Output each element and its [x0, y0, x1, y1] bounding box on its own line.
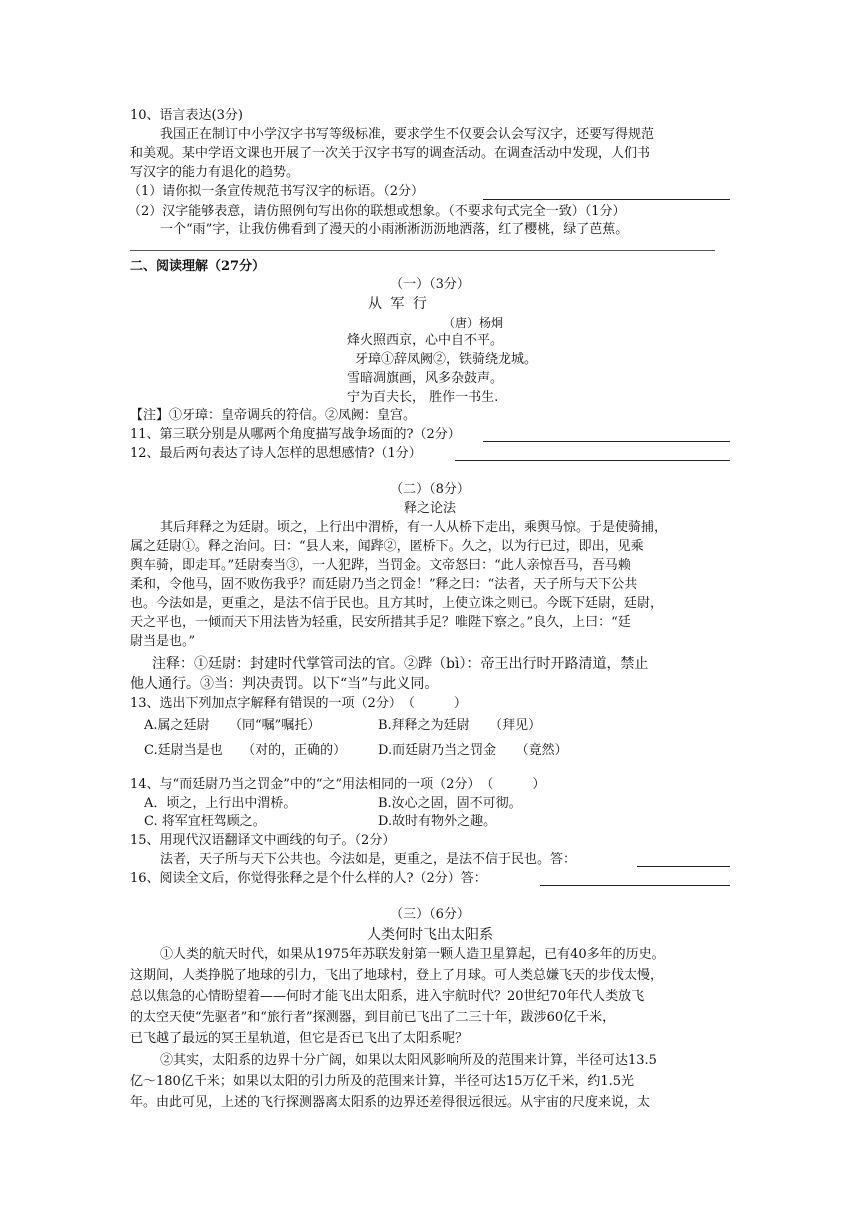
- passage-title: 释之论法: [403, 501, 456, 516]
- article-line: 这期间，人类挣脱了地球的引力，飞出了地球村，登上了月球。可人类总嫌飞天的步伐太慢，: [130, 968, 664, 983]
- q10-paragraph-line: 和美观。某中学语文课也开展了一次关于汉字书写的调查活动。在调查活动中发现，人们书: [130, 146, 651, 161]
- q14-option-c: C. 将军宜枉驾顾之。: [144, 814, 266, 829]
- poem-line: 雪暗凋旗画，风多杂鼓声。: [347, 371, 504, 386]
- q14-option-a: A．顷之，上行出中渭桥。: [144, 796, 297, 811]
- section-title: 二、阅读理解（27分）: [130, 259, 266, 274]
- article-line: 的太空天使“先驱者”和“旅行者”探测器，到目前已飞出了二三十年，跋涉60亿千米，: [130, 1010, 616, 1025]
- article-title: 人类何时飞出太阳系: [367, 927, 493, 943]
- q12: 12、最后两句表达了诗人怎样的思想感情?（1分）: [130, 446, 422, 461]
- q14: 14、与“而廷尉乃当之罚金”中的“之”用法相同的一项（2分） （ ）: [130, 777, 546, 792]
- poem-line: 宁为百夫长， 胜作一书生.: [347, 390, 499, 405]
- q14-option-d: D.故时有物外之趣。: [378, 814, 497, 829]
- passage-line: 其后拜释之为廷尉。顷之，上行出中渭桥，有一人从桥下走出，乘舆马惊。于是使骑捕，: [160, 520, 668, 535]
- q10-example: 一个“雨”字，让我仿佛看到了漫天的小雨淅淅沥沥地洒落，红了樱桃，绿了芭蕉。: [160, 222, 629, 237]
- passage-line: 天之平也，一倾而天下用法皆为轻重，民安所措其手足？唯陛下察之。”良久，上曰：“廷: [130, 615, 631, 630]
- q14-option-b: B.汝心之固，固不可彻。: [378, 796, 522, 811]
- q13: 13、选出下列加点字解释有错误的一项（2分） （ ）: [130, 696, 467, 711]
- passage-line: 尉当是也。”: [130, 634, 196, 649]
- passage-line: 属之廷尉①。释之治问。曰：“县人来，闻跸②，匿桥下。久之，以为行已过，即出，见乘: [130, 539, 644, 554]
- q10-sub1-answer-line[interactable]: [483, 199, 730, 200]
- passage-line: 舆车骑，即走耳。”廷尉奏当③，一人犯跸，当罚金。文帝怒曰：“此人亲惊吾马，吾马赖: [130, 558, 631, 573]
- article-line: 亿～180亿千米；如果以太阳的引力所及的范围来计算，半径可达15万亿千米，约1.5光: [130, 1074, 635, 1089]
- part2-heading: （二）（8分）: [390, 482, 470, 497]
- q10-title: 10、语言表达(3分): [130, 108, 243, 123]
- q13-option-c: C.廷尉当是也 （对的，正确的）: [144, 743, 347, 758]
- passage-notes: 注释：①廷尉：封建时代掌管司法的官。②跸（bì）：帝王出行时开路清道，禁止: [152, 656, 649, 672]
- passage-line: 柔和，令他马，固不败伤我乎？而廷尉乃当之罚金！”释之曰：“法者，天子所与天下公共: [130, 577, 638, 592]
- part3-heading: （三）（6分）: [390, 907, 470, 922]
- q15: 15、用现代汉语翻译文中画线的句子。（2分）: [130, 833, 396, 848]
- q13-option-d: D.而廷尉乃当之罚金 （竟然）: [378, 743, 568, 758]
- q11-answer-line[interactable]: [483, 441, 730, 442]
- q16: 16、阅读全文后，你觉得张释之是个什么样的人?（2分）答：: [130, 871, 487, 886]
- poem-author: （唐）杨炯: [443, 316, 504, 330]
- passage-notes: 他人通行。③当：判决责罚。以下“当”与此义同。: [130, 676, 439, 692]
- poem-title: 从 军 行: [368, 296, 429, 312]
- part1-heading: （一）（3分）: [390, 277, 470, 292]
- q10-paragraph-line: 我国正在制订中小学汉字书写等级标准，要求学生不仅要会认会写汉字，还要写得规范: [160, 127, 655, 142]
- poem-line: 烽火照西京，心中自不平。: [347, 333, 504, 348]
- q10-sub2: （2）汉字能够表意，请仿照例句写出你的联想或想象。（不要求句式完全一致）（1分）: [128, 204, 626, 219]
- article-line: 总以焦急的心情盼望着——何时才能飞出太阳系，进入宇航时代？20世纪70年代人类放飞: [130, 989, 645, 1004]
- passage-line: 也。今法如是，更重之，是法不信于民也。且方其时，上使立诛之则已。今既下廷尉，廷尉，: [130, 596, 664, 611]
- q13-option-a: A.属之廷尉 （同“嘱”嘱托）: [144, 718, 321, 733]
- article-line: 已飞越了最远的冥王星轨道，但它是否已飞出了太阳系呢？: [130, 1031, 469, 1046]
- q15-sentence: 法者，天子所与天下公共也。今法如是，更重之，是法不信于民也。答：: [160, 852, 577, 867]
- q13-option-b: B.拜释之为廷尉 （拜见）: [378, 718, 542, 733]
- article-line: 年。由此可见，上述的飞行探测器离太阳系的边界还差得很远很远。从宇宙的尺度来说，太: [130, 1095, 651, 1110]
- article-line: ①人类的航天时代，如果从1975年苏联发射第一颗人造卫星算起，已有40多年的历史。: [160, 947, 665, 962]
- q10-paragraph-line: 写汉字的能力有退化的趋势。: [130, 165, 300, 180]
- article-line: ②其实，太阳系的边界十分广阔，如果以太阳风影响所及的范围来计算，半径可达13.5: [160, 1053, 657, 1068]
- q11: 11、第三联分别是从哪两个角度描写战争场面的?（2分）: [130, 427, 461, 442]
- q12-answer-line[interactable]: [455, 460, 730, 461]
- poem-line: 牙璋①辞凤阙②，铁骑绕龙城。: [355, 352, 538, 367]
- q16-answer-line[interactable]: [540, 885, 730, 886]
- q10-answer-line[interactable]: [130, 250, 715, 251]
- poem-note: 【注】①牙璋：皇帝调兵的符信。②凤阙：皇宫。: [130, 408, 417, 423]
- q15-answer-line[interactable]: [637, 866, 730, 867]
- q10-sub1: （1）请你拟一条宣传规范书写汉字的标语。（2分）: [128, 184, 425, 199]
